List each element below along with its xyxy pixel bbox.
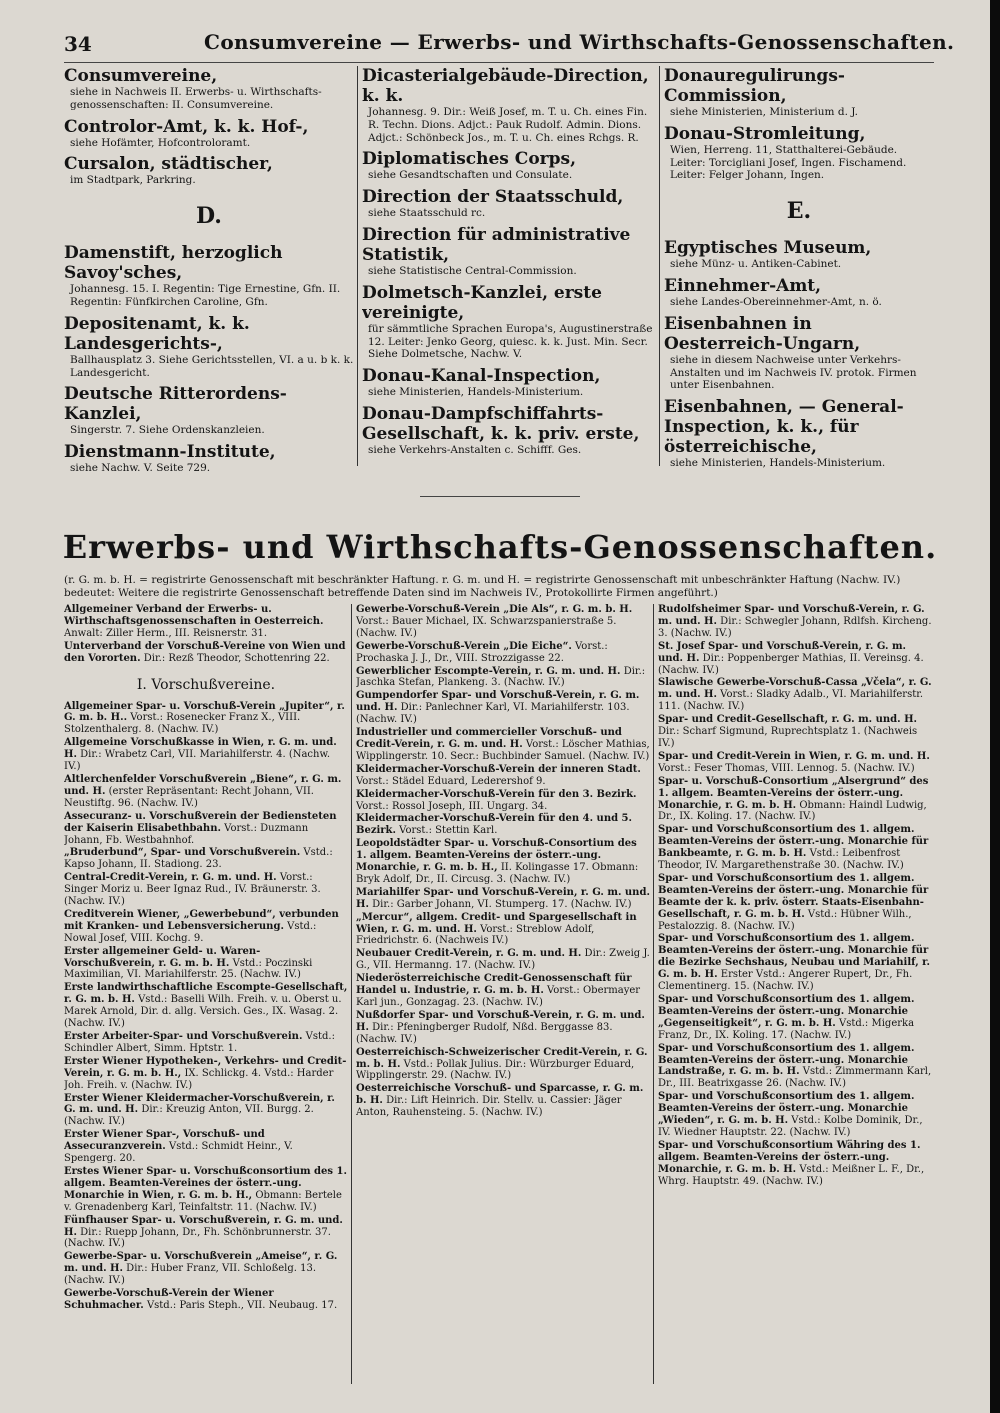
entry-name: Spar- und Vorschußconsortium Währing des 1. allgem. Beamten-Vereins der österr.-ung. Monarchie, r. G. m. b. H. <box>658 1139 921 1175</box>
top-column-2 <box>362 66 656 478</box>
entry-title: Diplomatisches Corps, <box>362 149 576 170</box>
entry-details: Vorst.: Rosenecker Franz X., VIII. Stolzenthalerg. 8. (Nachw. IV.) <box>64 712 301 736</box>
entry-name: Unterverband der Vorschuß-Vereine von Wien und den Vororten. <box>64 640 346 664</box>
entry-body: für sämmtliche Sprachen Europa's, Augustinerstraße 12. Leiter: Jenko Georg, quiesc. k. k. Just. Min. Secr. Siehe Dolmetsche, Nachw. V. <box>368 322 653 361</box>
entry-body: siehe in Nachweis II. Erwerbs- u. Wirthschafts-genossenschaften: II. Consumvereine. <box>70 86 322 111</box>
directory-entry <box>64 314 354 380</box>
cooperative-entry <box>64 774 348 810</box>
entry-details: Dir.: Schwegler Johann, Rdlfsh. Kircheng. 3. (Nachw. IV.) <box>658 615 932 639</box>
cooperative-entry <box>64 1129 348 1165</box>
entry-details: Obmann: Bertele v. Grenadenberg Karl, Teinfaltstr. 11. (Nachw. IV.) <box>64 1189 342 1213</box>
column-rule <box>653 604 654 1384</box>
entry-body: siehe Gesandtschaften und Consulate. <box>368 169 573 182</box>
directory-entry <box>362 366 656 399</box>
cooperative-entry <box>658 641 934 677</box>
entry-name: Kleidermacher-Vorschuß-Verein für den 3. Bezirk. <box>356 788 637 800</box>
cooperative-entry <box>64 1056 348 1092</box>
cooperative-entry <box>658 1043 934 1091</box>
entry-details: Vorst.: Stettin Karl. <box>399 825 498 837</box>
entry-details: Vorst.: Obermayer Karl jun., Gonzagag. 23. (Nachw. IV.) <box>356 985 641 1008</box>
intro-note: (r. G. m. b. H. = registrirte Genossenschaft mit beschränkter Haftung. r. G. m. und H. = registrirte Genossenschaft mit unbeschränkter Haftung (Nachw. IV.) bedeutet: Weitere die registrirte Genossenschaft betreffende Daten sind im Nachweis IV., Protokollirte Firmen angeführt.) <box>64 574 901 599</box>
cooperative-entry <box>356 813 650 837</box>
entry-title: Dolmetsch-Kanzlei, erste vereinigte, <box>362 282 602 323</box>
cooperative-entry <box>658 604 934 640</box>
entry-name: „Bruderbund“, Spar- und Vorschußverein. <box>64 847 301 859</box>
entry-name: Rudolfsheimer Spar- und Vorschuß-Verein, r. G. m. und. H. <box>658 604 925 627</box>
entry-details: Vstd.: Schmidt Heinr., V. Spengerg. 20. <box>64 1141 293 1165</box>
entry-details: IX. Schlickg. 4. Vstd.: Harder Joh. Freih. v. (Nachw. IV.) <box>64 1067 334 1091</box>
entry-name: Spar- und Vorschußconsortium des 1. allgem. Beamten-Vereins der österr.-ung. Monarchie „Gegenseitigkeit“, r. G. m. b. H. <box>658 994 915 1029</box>
entry-details: Dir.: Pfeningberger Rudolf, Nßd. Berggasse 83. (Nachw. IV.) <box>356 1021 613 1045</box>
entry-details: Vorst.: Sladky Adalb., VI. Mariahilferstr. 111. (Nachw. IV.) <box>658 689 924 713</box>
entry-details: Vstd.: Meißner L. F., Dr., Whrg. Hauptstr. 49. (Nachw. IV.) <box>658 1163 925 1187</box>
entry-name: Oesterreichische Vorschuß- und Sparcasse, r. G. m. b. H. <box>356 1083 644 1107</box>
entry-title: Eisenbahnen in Oesterreich-Ungarn, <box>664 313 861 354</box>
directory-entry <box>362 283 656 361</box>
entry-title: Dicasterialgebäude-Direction, k. k. <box>362 66 649 106</box>
directory-entry <box>362 187 656 220</box>
entry-name: Slawische Gewerbe-Vorschuß-Cassa „Včela“, r. G. m. und. H. <box>658 677 932 701</box>
cooperative-entry <box>356 604 650 640</box>
entry-details: Vstd.: Kolbe Dominik, Dr., IV. Wiedner Hauptstr. 22. (Nachw. IV.) <box>658 1115 923 1138</box>
entry-name: „Mercur“, allgem. Credit- und Spargesellschaft in Wien, r. G. m. und. H. <box>356 911 637 935</box>
column-rule <box>659 66 660 466</box>
entry-details: Dir.: Huber Franz, VII. Schloßelg. 13. (Nachw. IV.) <box>64 1263 317 1287</box>
entry-name: Kleidermacher-Vorschuß-Verein für den 4. und 5. Bezirk. <box>356 813 632 837</box>
directory-entry <box>664 397 934 470</box>
entry-name: Spar- und Credit-Verein in Wien, r. G. m. und. H. <box>658 750 930 762</box>
entry-title: Direction für administrative Statistik, <box>362 224 631 265</box>
cooperative-entry <box>356 887 650 911</box>
entry-details: Vorst.: Streblow Adolf, Friedrichstr. 6. (Nachweis IV.) <box>356 923 595 947</box>
entry-details: Vorst.: Duzmann Johann, Fb. Westbahnhof. <box>64 822 309 846</box>
cooperative-entry <box>64 641 348 665</box>
entry-body: Ballhausplatz 3. Siehe Gerichtsstellen, VI. a u. b k. k. Landesgericht. <box>70 353 354 379</box>
entry-details: II. Kolingasse 17. Obmann: Bryk Adolf, Dr., II. Circusg. 3. (Nachw. IV.) <box>356 862 639 885</box>
main-title: Erwerbs- und Wirthschafts-Genossenschaften. <box>62 528 938 566</box>
entry-title: Direction der Staatsschuld, <box>362 187 624 208</box>
directory-entry <box>64 66 354 112</box>
cooperative-entry <box>356 912 650 948</box>
cooperative-entry <box>64 946 348 982</box>
entry-details: Dir.: Zweig J. G., VII. Hermanng. 17. (Nachw. IV.) <box>356 948 650 972</box>
entry-details: Vstd.: Migerka Franz, Dr., IX. Koling. 17. (Nachw. IV.) <box>658 1017 915 1041</box>
scan-edge <box>990 0 1000 1413</box>
entry-details: Dir.: Poppenberger Mathias, II. Vereinsg. 4. (Nachw. IV.) <box>658 652 924 676</box>
entry-name: Kleidermacher-Vorschuß-Verein der inneren Stadt. <box>356 763 641 775</box>
cooperative-entry <box>356 764 650 788</box>
directory-entry <box>362 404 656 457</box>
directory-entry <box>362 149 656 182</box>
directory-entry <box>64 442 354 475</box>
entry-details: Vstd.: Leibenfrost Theodor, IV. Margarethenstraße 30. (Nachw. IV.) <box>658 848 904 872</box>
section-letter: D. <box>196 203 222 230</box>
cooperative-entry <box>64 604 348 640</box>
entry-details: Vstd.: Baselli Wilh. Freih. v. u. Oberst u. Marek Arnold, Dir. d. allg. Versich. Ges., IX. Wasag. 2. (Nachw. IV.) <box>64 994 342 1030</box>
cooperative-entry <box>658 776 934 824</box>
entry-body: im Stadtpark, Parkring. <box>70 174 196 187</box>
cooperative-entry <box>658 1140 934 1188</box>
entry-name: Leopoldstädter Spar- u. Vorschuß-Consortium des 1. allgem. Beamten-Vereins der österr.-ung. Monarchie, r. G. m. b. H., <box>356 838 637 874</box>
entry-name: Assecuranz- u. Vorschußverein der Bediensteten der Kaiserin Elisabethbahn. <box>64 810 337 834</box>
entry-name: Erster Arbeiter-Spar- und Vorschußverein. <box>64 1031 303 1042</box>
entry-details: Dir.: Rezß Theodor, Schottenring 22. <box>143 652 330 664</box>
entry-body: siehe Nachw. V. Seite 729. <box>70 462 211 475</box>
entry-details: (erster Repräsentant: Recht Johann, VII. Neustiftg. 96. (Nachw. IV.) <box>64 785 314 809</box>
entry-name: Allgemeine Vorschußkasse in Wien, r. G. m. und. H. <box>64 737 337 761</box>
entry-title: Eisenbahnen, — General-Inspection, k. k., für österreichische, <box>664 397 904 458</box>
subsection-heading: I. Vorschußvereine. <box>136 676 276 693</box>
directory-entry <box>664 276 934 309</box>
entry-name: Gewerbe-Vorschuß-Verein der Wiener Schuhmacher. <box>64 1288 274 1311</box>
entry-details: Vorst.: Singer Moriz u. Beer Ignaz Rud., IV. Bräunerstr. 3. (Nachw. IV.) <box>64 872 321 908</box>
cooperative-entry <box>64 982 348 1030</box>
entry-details: Dir.: Ruepp Johann, Dr., Fh. Schönbrunnerstr. 37. (Nachw. IV.) <box>64 1226 331 1250</box>
cooperative-entry <box>658 873 934 933</box>
directory-entry <box>362 225 656 278</box>
directory-entry <box>64 384 354 437</box>
directory-entry <box>664 314 934 392</box>
entry-details: Vorst.: Rossol Joseph, III. Ungarg. 34. <box>356 800 548 812</box>
cooperative-entry <box>658 994 934 1042</box>
cooperative-entry <box>658 751 934 775</box>
entry-details: Dir.: Scharf Sigmund, Ruprechtsplatz 1. (Nachweis IV.) <box>658 726 918 749</box>
cooperative-entry <box>658 714 934 750</box>
entry-name: Gewerbe-Vorschuß-Verein „Die Eiche“. <box>356 640 572 652</box>
directory-entry <box>64 243 354 309</box>
entry-name: Spar- und Vorschußconsortium des 1. allgem. Beamten-Vereins der österr.-ung. Monarchie Landstraße, r. G. m. b. H. <box>658 1042 915 1078</box>
entry-title: Consumvereine, <box>64 66 218 86</box>
page-header <box>64 30 955 60</box>
section-rule <box>420 496 580 497</box>
cooperative-entry <box>64 909 348 945</box>
entry-name: Altlerchenfelder Vorschußverein „Biene“, r. G. m. und. H. <box>64 773 342 797</box>
cooperative-entry <box>356 1083 650 1119</box>
directory-entry <box>664 124 934 182</box>
entry-body: siehe Ministerien, Handels-Ministerium. <box>368 386 584 399</box>
entry-name: Gewerbe-Vorschuß-Verein „Die Als“, r. G. m. b. H. <box>356 604 633 615</box>
cooperative-entry <box>356 838 650 886</box>
page-number: 34 <box>64 32 92 56</box>
bottom-column-3 <box>658 604 934 1394</box>
cooperative-entry <box>64 1288 348 1312</box>
entry-details: Dir.: Lift Heinrich. Dir. Stellv. u. Cassier: Jäger Anton, Rauhensteing. 5. (Nachw. IV.) <box>356 1095 622 1119</box>
entry-title: Depositenamt, k. k. Landesgerichts-, <box>64 313 250 354</box>
cooperative-entry <box>64 737 348 773</box>
top-column-1 <box>64 66 354 478</box>
entry-title: Donau-Kanal-Inspection, <box>362 366 601 387</box>
entry-name: Erster Wiener Spar-, Vorschuß- und Assecuranzverein. <box>64 1129 265 1153</box>
entry-name: Erster Wiener Hypotheken-, Verkehrs- und Credit-Verein, r. G. m. b. H., <box>64 1055 347 1079</box>
cooperative-entry <box>658 933 934 993</box>
entry-details: Obmann: Haindl Ludwig, Dr., IX. Koling. 17. (Nachw. IV.) <box>658 799 927 823</box>
entry-name: Erste landwirthschaftliche Escompte-Gesellschaft, r. G. m. b. H. <box>64 982 348 1006</box>
entry-details: Vstd.: Paris Steph., VII. Neubaug. 17. <box>146 1299 338 1311</box>
entry-details: Dir.: Panlechner Karl, VI. Mariahilferstr. 103. (Nachw. IV.) <box>356 702 630 726</box>
entry-details: Dir.: Garber Johann, VI. Stumperg. 17. (Nachw. IV.) <box>372 898 632 910</box>
entry-body: siehe Statistische Central-Commission. <box>368 264 577 277</box>
entry-name: Erster allgemeiner Geld- u. Waren-Vorschußverein, r. G. m. b. H. <box>64 945 261 969</box>
entry-body: Johannesg. 9. Dir.: Weiß Josef, m. T. u. Ch. eines Fin. R. Techn. Dions. Adjct.: Pauk Rudolf. Admin. Dions. Adjct.: Schönbeck Jos., m. T. u. Ch. eines Rchgs. R. <box>368 106 648 144</box>
cooperative-entry <box>64 847 348 871</box>
cooperative-entry <box>658 824 934 872</box>
cooperative-entry <box>356 690 650 726</box>
cooperative-entry <box>64 1215 348 1251</box>
entry-name: Neubauer Credit-Verein, r. G. m. und. H. <box>356 948 582 960</box>
cooperative-entry <box>356 641 650 665</box>
entry-name: Nußdorfer Spar- und Vorschuß-Verein, r. G. m. und. H. <box>356 1009 645 1033</box>
entry-body: Wien, Herreng. 11, Statthalterei-Gebäude. Leiter: Torcigliani Josef, Ingen. Fischamend. Leiter: Felger Johann, Ingen. <box>670 143 907 182</box>
entry-title: Donau-Dampfschiffahrts-Gesellschaft, k. k. priv. erste, <box>362 403 640 444</box>
entry-name: Mariahilfer Spar- und Vorschuß-Verein, r. G. m. und. H. <box>356 886 650 910</box>
entry-name: Spar- und Vorschußconsortium des 1. allgem. Beamten-Vereins der österr.-ung. Monarchie „Wieden“, r. G. m. b. H. <box>658 1091 915 1127</box>
entry-name: Niederösterreichische Credit-Genossenschaft für Handel u. Industrie, r. G. m. b. H. <box>356 973 632 997</box>
entry-name: Erstes Wiener Spar- u. Vorschußconsortium des 1. allgem. Beamten-Vereines der österr.-ung. Monarchie in Wien, r. G. m. b. H., <box>64 1165 347 1201</box>
entry-name: Central-Credit-Verein, r. G. m. und. H. <box>64 872 277 884</box>
cooperative-entry <box>356 789 650 813</box>
entry-title: Deutsche Ritterordens-Kanzlei, <box>64 384 287 425</box>
cooperative-entry <box>64 701 348 737</box>
entry-body: siehe Verkehrs-Anstalten c. Schifff. Ges. <box>368 443 582 456</box>
bottom-column-2 <box>356 604 650 1394</box>
cooperative-entry <box>64 811 348 847</box>
entry-name: Allgemeiner Spar- u. Vorschuß-Verein „Jupiter“, r. G. m. b. H.. <box>64 700 345 724</box>
entry-body: siehe Staatsschuld rc. <box>368 207 486 220</box>
entry-title: Controlor-Amt, k. k. Hof-, <box>64 116 309 137</box>
entry-body: siehe Hofämter, Hofcontroloramt. <box>70 136 251 149</box>
entry-details: Dir.: Jaschka Stefan, Plankeng. 3. (Nachw. IV.) <box>356 665 646 689</box>
entry-name: Oesterreichisch-Schweizerischer Credit-Verein, r. G. m. b. H. <box>356 1046 648 1070</box>
entry-title: Donau-Stromleitung, <box>664 123 866 144</box>
entry-title: Damenstift, herzoglich Savoy'sches, <box>64 243 283 284</box>
top-column-3 <box>664 66 934 478</box>
entry-body: siehe Münz- u. Antiken-Cabinet. <box>670 258 842 271</box>
entry-name: Spar- und Vorschußconsortium des 1. allgem. Beamten-Vereins der österr.-ung. Monarchie für Bankbeamte, r. G. m. b. H. <box>658 824 929 860</box>
entry-name: Fünfhauser Spar- u. Vorschußverein, r. G. m. und. H. <box>64 1214 343 1238</box>
cooperative-entry <box>64 1093 348 1129</box>
entry-name: St. Josef Spar- und Vorschuß-Verein, r. G. m. und. H. <box>658 640 907 664</box>
directory-entry <box>64 117 354 150</box>
entry-details: Vorst.: Städel Eduard, Lederershof 9. <box>356 775 546 787</box>
entry-name: Gumpendorfer Spar- und Vorschuß-Verein, r. G. m. und. H. <box>356 690 640 714</box>
entry-body: siehe Landes-Obereinnehmer-Amt, n. ö. <box>670 295 882 308</box>
entry-details: Vorst.: Löscher Mathias, Wipplingerstr. 10. Secr.: Buchbinder Samuel. (Nachw. IV.) <box>356 738 650 762</box>
entry-title: Donauregulirungs-Commission, <box>664 66 845 106</box>
entry-details: Vstd.: Kapso Johann, II. Stadiong. 23. <box>64 847 333 871</box>
entry-details: Vorst.: Feser Thomas, VIII. Lennog. 5. (Nachw. IV.) <box>658 762 915 774</box>
column-rule <box>351 604 352 1384</box>
entry-name: Creditverein Wiener, „Gewerbebund“, verbunden mit Kranken- und Lebensversicherung. <box>64 908 339 932</box>
bottom-column-1 <box>64 604 348 1394</box>
cooperative-entry <box>356 1047 650 1083</box>
directory-entry <box>64 154 354 187</box>
entry-title: Dienstmann-Institute, <box>64 442 276 463</box>
cooperative-entry <box>658 677 934 713</box>
entry-body: Singerstr. 7. Siehe Ordenskanzleien. <box>70 424 265 437</box>
cooperative-entry <box>356 666 650 690</box>
entry-name: Spar- und Credit-Gesellschaft, r. G. m. und. H. <box>658 714 918 726</box>
entry-name: Spar- und Vorschußconsortium des 1. allgem. Beamten-Vereins der österr.-ung. Monarchie für Beamte der k. k. priv. österr. Staats-Eisenbahn-Gesellschaft, r. G. m. b. H. <box>658 872 929 920</box>
entry-details: Vstd.: Poczinski Maximilian, VI. Mariahilferstr. 25. (Nachw. IV.) <box>64 957 313 981</box>
entry-title: Egyptisches Museum, <box>664 238 872 259</box>
running-title: Consumvereine — Erwerbs- und Wirthschafts-Genossenschaften. <box>204 30 955 54</box>
entry-name: Industrieller und commercieller Vorschuß- und Credit-Verein, r. G. m. und. H. <box>356 727 622 750</box>
entry-details: Anwalt: Ziller Herm., III. Reisnerstr. 31. <box>64 627 268 639</box>
entry-name: Gewerblicher Escompte-Verein, r. G. m. und. H. <box>356 665 621 677</box>
cooperative-entry <box>356 727 650 763</box>
entry-name: Allgemeiner Verband der Erwerbs- u. Wirthschaftsgenossenschaften in Oesterreich. <box>64 604 324 627</box>
directory-entry <box>664 66 934 119</box>
entry-body: siehe Ministerien, Handels-Ministerium. <box>670 457 886 470</box>
entry-name: Gewerbe-Spar- u. Vorschußverein „Ameise“, r. G. m. und. H. <box>64 1251 338 1275</box>
entry-title: Einnehmer-Amt, <box>664 275 822 296</box>
cooperative-entry <box>356 1010 650 1046</box>
entry-name: Spar- u. Vorschuß-Consortium „Alsergrund“ des 1. allgem. Beamten-Vereins der österr.-ung. Monarchie, r. G. m. b. H. <box>658 775 929 811</box>
cooperative-entry <box>64 872 348 908</box>
cooperative-entry <box>356 973 650 1009</box>
entry-details: Vorst.: Bauer Michael, IX. Schwarzspanierstraße 5. (Nachw. IV.) <box>356 615 617 639</box>
directory-entry <box>362 66 656 144</box>
entry-details: Vstd.: Nowal Josef, VIII. Kochg. 9. <box>64 920 317 944</box>
directory-entry <box>664 238 934 271</box>
cooperative-entry <box>64 1166 348 1214</box>
entry-details: Dir.: Kreuzig Anton, VII. Burgg. 2. (Nachw. IV.) <box>64 1104 314 1128</box>
entry-body: siehe in diesem Nachweise unter Verkehrs-Anstalten und im Nachweis IV. protok. Firmen unter Eisenbahnen. <box>670 353 917 392</box>
section-letter: E. <box>786 198 812 225</box>
entry-name: Spar- und Vorschußconsortium des 1. allgem. Beamten-Vereins der österr.-ung. Monarchie für die Bezirke Sechshaus, Neubau und Mariahilf, r. G. m. b. H. <box>658 933 931 981</box>
header-rule <box>64 62 934 63</box>
cooperative-entry <box>658 1091 934 1139</box>
entry-details: Vstd.: Schindler Albert, Simm. Hptstr. 1. <box>64 1031 335 1054</box>
entry-details: Erster Vstd.: Angerer Rupert, Dr., Fh. Clementinerg. 15. (Nachw. IV.) <box>658 969 913 993</box>
cooperative-entry <box>356 948 650 972</box>
cooperative-entry <box>64 1031 348 1055</box>
entry-details: Vorst.: Prochaska J. J., Dr., VIII. Strozzigasse 22. <box>356 640 608 664</box>
entry-details: Dir.: Wrabetz Carl, VII. Mariahilferstr. 4. (Nachw. IV.) <box>64 749 331 773</box>
column-rule <box>357 66 358 466</box>
cooperative-entry <box>64 1251 348 1287</box>
entry-body: siehe Ministerien, Ministerium d. J. <box>670 106 858 118</box>
entry-title: Cursalon, städtischer, <box>64 154 273 175</box>
entry-body: Johannesg. 15. I. Regentin: Tige Ernestine, Gfn. II. Regentin: Fünfkirchen Caroline, Gfn. <box>70 283 341 308</box>
entry-details: Vstd.: Hübner Wilh., Pestalozzig. 8. (Nachw. IV.) <box>658 908 912 932</box>
entry-name: Erster Wiener Kleidermacher-Vorschußverein, r. G. m. und. H. <box>64 1092 335 1116</box>
entry-details: Vstd.: Zimmermann Karl, Dr., III. Beatrixgasse 26. (Nachw. IV.) <box>658 1066 932 1090</box>
entry-details: Vstd.: Pollak Julius. Dir.: Würzburger Eduard, Wipplingerstr. 29. (Nachw. IV.) <box>356 1058 635 1082</box>
